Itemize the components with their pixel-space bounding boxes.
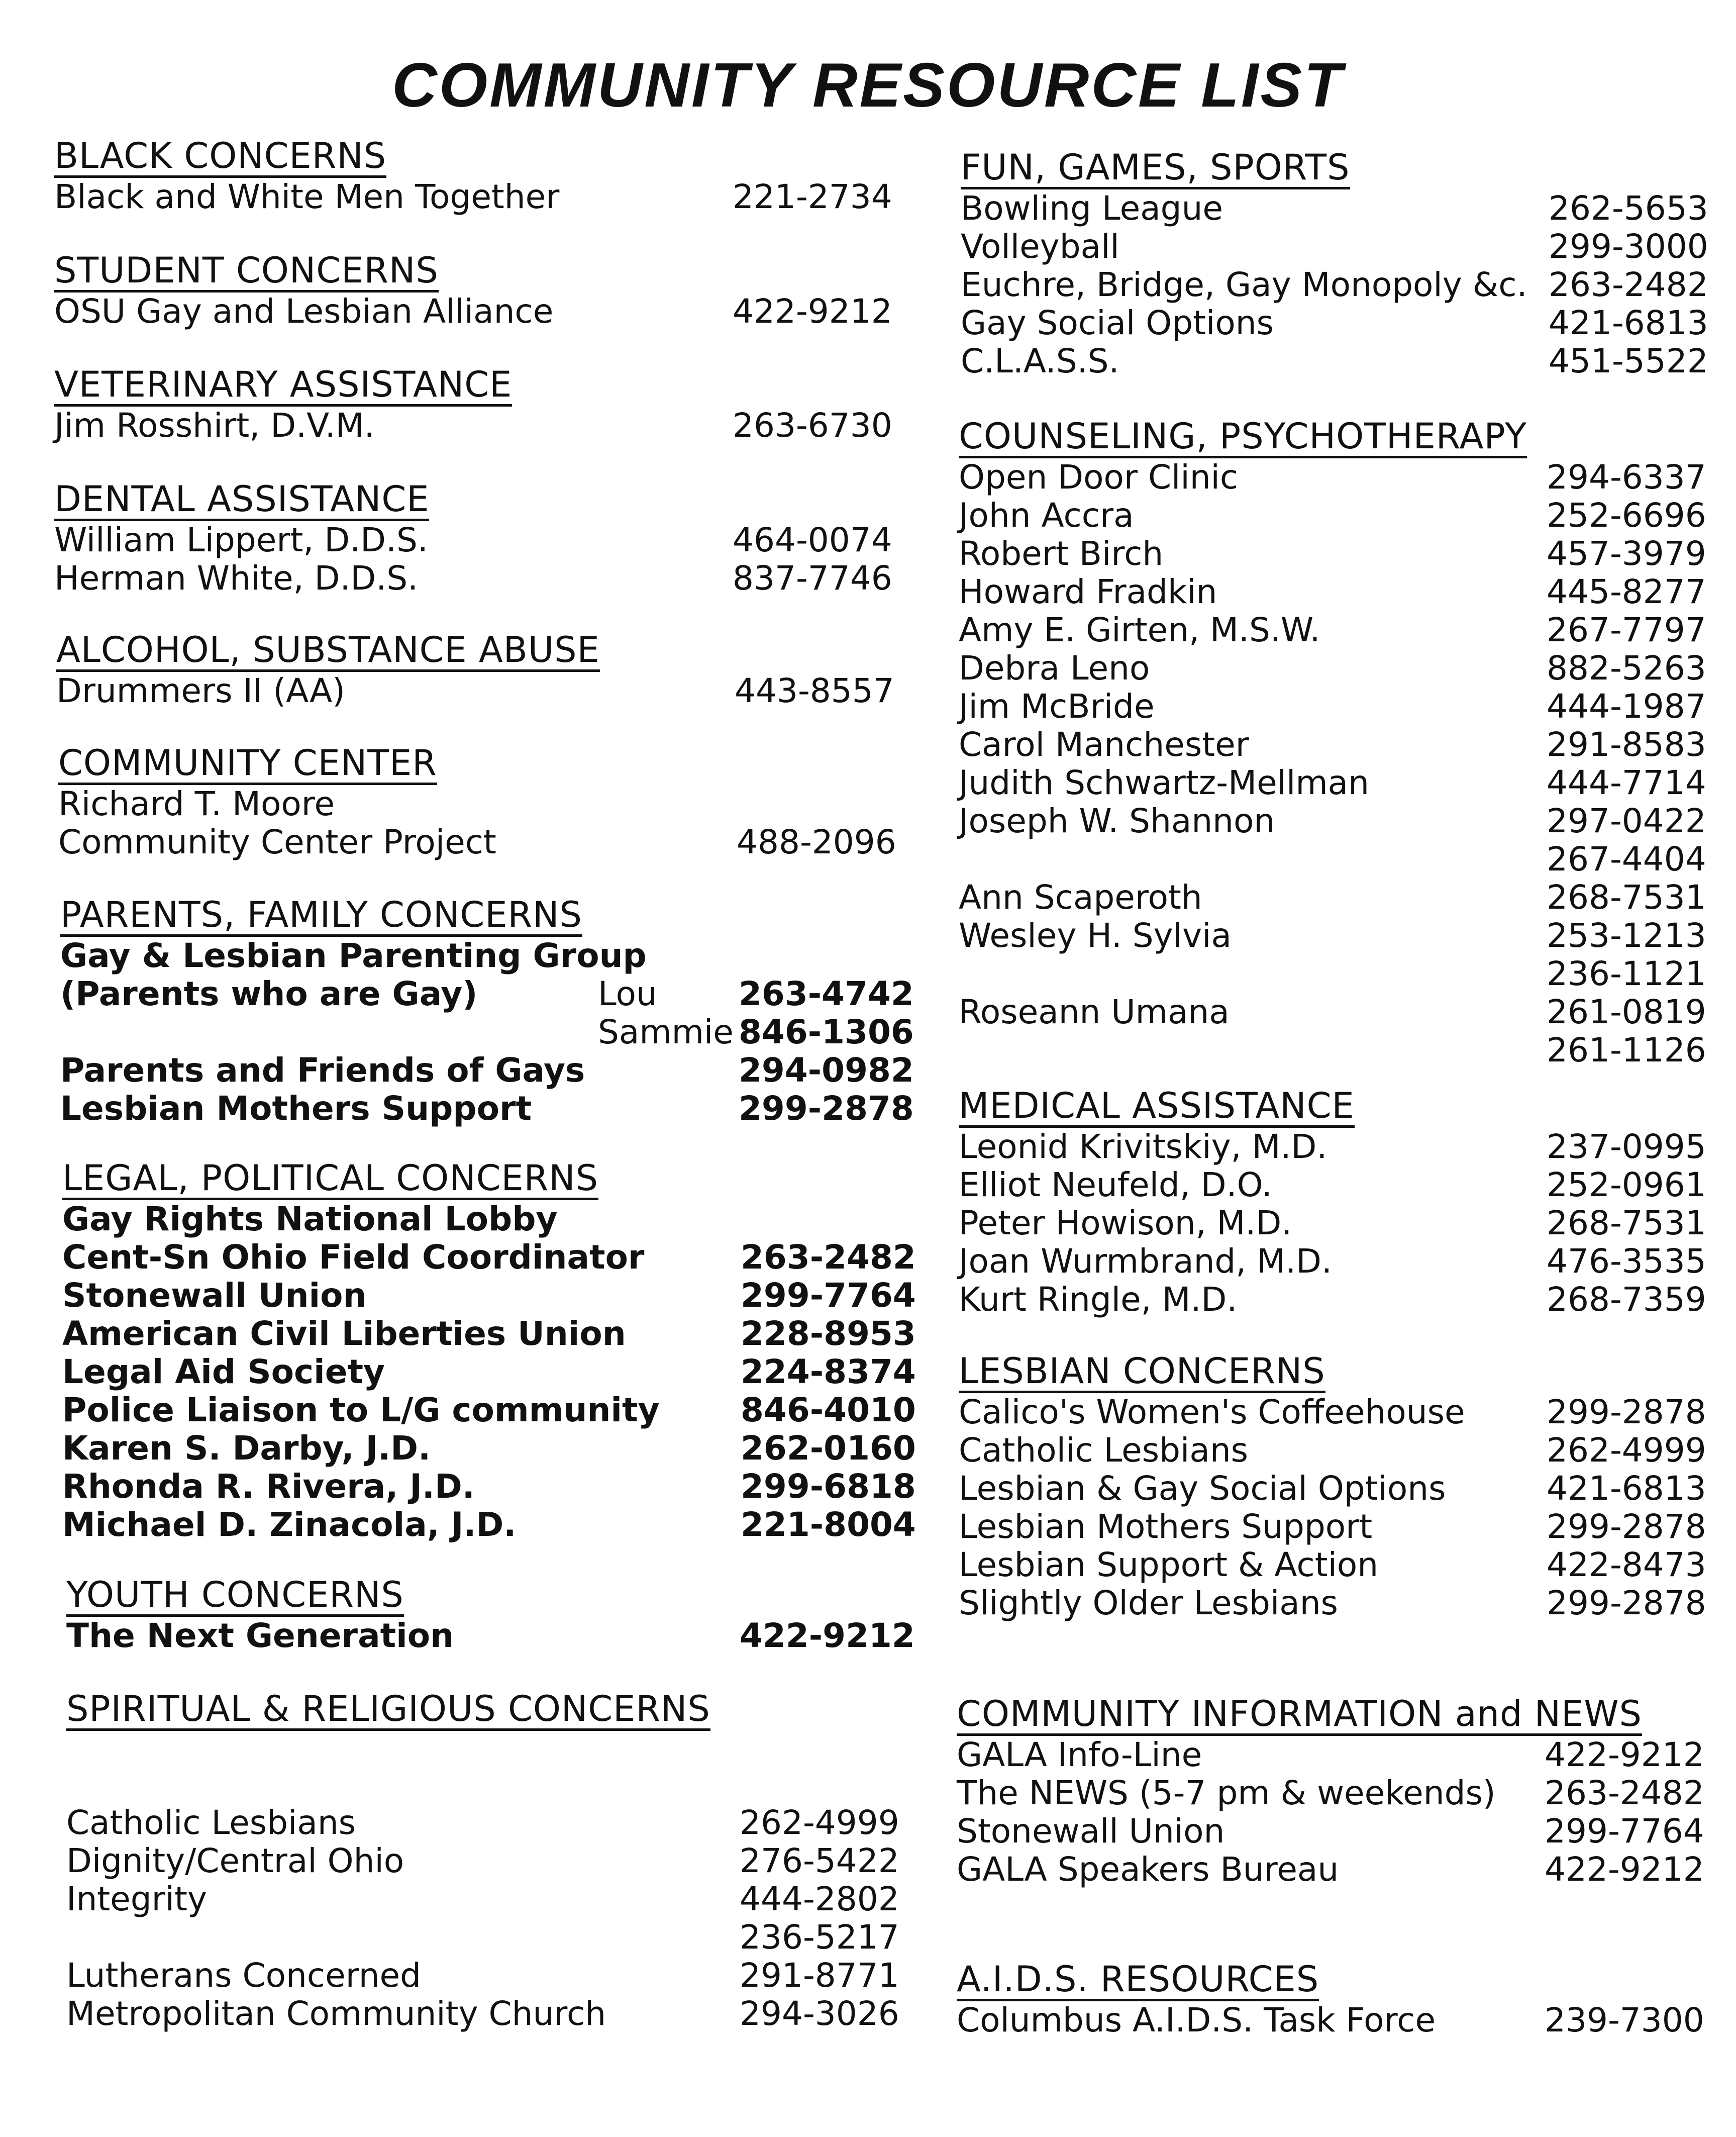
list-item <box>62 1238 916 1277</box>
entry-name: Drummers II (AA) <box>56 671 346 710</box>
section-community-information-news <box>957 1695 1725 1889</box>
section-heading: A.I.D.S. RESOURCES <box>957 1960 1319 2001</box>
list-item <box>62 1506 916 1544</box>
entry-phone: 464-0074 <box>733 521 892 559</box>
entry-phone: 262-0160 <box>741 1429 916 1468</box>
entry-name: Ann Scaperoth <box>959 878 1202 917</box>
entry-phone: 237-0995 <box>1547 1127 1706 1166</box>
entry-name: American Civil Liberties Union <box>62 1314 626 1353</box>
entry-name: Debra Leno <box>959 649 1150 688</box>
entry-name: Dignity/Central Ohio <box>66 1841 404 1880</box>
entry-phone: 422-9212 <box>1545 1850 1704 1889</box>
entry-phone: 451-5522 <box>1549 342 1708 380</box>
entry-name: C.L.A.S.S. <box>961 342 1119 380</box>
entry-contact: Lou <box>598 975 657 1013</box>
section-youth-concerns <box>66 1576 921 1655</box>
entry-phone: 299-2878 <box>1547 1584 1706 1622</box>
section-heading <box>957 1695 1642 1736</box>
entry-name: Wesley H. Sylvia <box>959 916 1232 955</box>
entry-phone: 268-7359 <box>1547 1280 1706 1319</box>
entry-phone: 262-5653 <box>1549 189 1708 228</box>
list-item <box>959 1204 1727 1242</box>
entry-phone: 444-7714 <box>1547 763 1706 802</box>
section-heading: PARENTS, FAMILY CONCERNS <box>60 896 582 937</box>
entry-phone: 236-5217 <box>740 1918 899 1957</box>
list-item <box>959 573 1727 611</box>
list-item <box>961 342 1729 380</box>
entry-name: Calico's Women's Coffeehouse <box>959 1393 1465 1431</box>
section-heading: LEGAL, POLITICAL CONCERNS <box>62 1159 598 1200</box>
list-item <box>62 1468 916 1506</box>
entry-phone: 228-8953 <box>741 1314 916 1353</box>
section-medical-assistance <box>959 1087 1727 1319</box>
entry-phone: 299-2878 <box>739 1089 914 1128</box>
list-item <box>957 1736 1725 1774</box>
entry-name: GALA Info-Line <box>957 1735 1202 1774</box>
section-heading: ALCOHOL, SUBSTANCE ABUSE <box>56 631 600 672</box>
entry-phone: 299-6818 <box>741 1467 916 1506</box>
section-parents-family-concerns <box>60 896 914 1128</box>
entry-name: Joseph W. Shannon <box>959 802 1275 840</box>
entry-phone: 444-1987 <box>1547 687 1706 726</box>
entry-name: Michael D. Zinacola, J.D. <box>62 1505 517 1544</box>
list-item <box>959 649 1727 688</box>
entry-phone: 444-2802 <box>740 1880 899 1918</box>
entry-name: Rhonda R. Rivera, J.D. <box>62 1467 475 1506</box>
list-item <box>54 293 908 331</box>
section-black-concerns <box>54 137 908 216</box>
list-item <box>54 559 908 598</box>
entry-name: Community Center Project <box>58 823 496 861</box>
entry-phone: 261-0819 <box>1547 993 1706 1031</box>
entry-phone: 443-8557 <box>735 671 894 710</box>
entry-name: Stonewall Union <box>62 1276 367 1315</box>
entry-phone: 846-4010 <box>741 1391 916 1429</box>
section-heading: DENTAL ASSISTANCE <box>54 480 429 521</box>
entry-name: William Lippert, D.D.S. <box>54 521 428 559</box>
list-item <box>959 802 1727 840</box>
list-item <box>60 975 914 1013</box>
entry-name: Stonewall Union <box>957 1812 1225 1851</box>
section-fun-games-sports <box>961 148 1729 380</box>
entry-name: Catholic Lesbians <box>959 1431 1249 1470</box>
list-item <box>959 1431 1727 1470</box>
entry-phone: 262-4999 <box>1547 1431 1706 1470</box>
entry-name: Bowling League <box>961 189 1223 228</box>
entry-phone: 263-6730 <box>733 406 892 445</box>
list-item <box>961 189 1729 228</box>
entry-phone: 299-2878 <box>1547 1393 1706 1431</box>
entry-phone: 837-7746 <box>733 559 892 598</box>
list-item <box>66 1995 921 2033</box>
section-legal-political-concerns <box>62 1159 916 1544</box>
entry-phone: 236-1121 <box>1547 954 1706 993</box>
list-item <box>959 497 1727 535</box>
list-item <box>959 535 1727 573</box>
entry-phone: 267-4404 <box>1547 840 1706 879</box>
list-item <box>959 764 1727 802</box>
section-heading: FUN, GAMES, SPORTS <box>961 148 1350 189</box>
list-item <box>961 304 1729 342</box>
entry-name: Gay Rights National Lobby <box>62 1200 558 1238</box>
section-aids-resources <box>957 1960 1725 2039</box>
entry-phone: 422-9212 <box>740 1616 915 1655</box>
entry-phone: 267-7797 <box>1547 611 1706 649</box>
list-item <box>66 1957 921 1995</box>
entry-phone: 221-2734 <box>733 177 892 216</box>
list-item <box>62 1353 916 1391</box>
entry-phone: 846-1306 <box>739 1013 914 1051</box>
entry-phone: 294-3026 <box>740 1994 899 2033</box>
list-item <box>60 1090 914 1128</box>
entry-phone: 421-6813 <box>1547 1469 1706 1508</box>
list-item <box>62 1315 916 1353</box>
entry-phone: 291-8583 <box>1547 725 1706 764</box>
entry-phone: 268-7531 <box>1547 878 1706 917</box>
entry-phone: 261-1126 <box>1547 1031 1706 1070</box>
entry-phone: 263-2482 <box>741 1238 916 1277</box>
list-item <box>60 937 914 975</box>
entry-name: Open Door Clinic <box>959 458 1239 497</box>
list-item <box>957 1812 1725 1851</box>
entry-phone: 445-8277 <box>1547 572 1706 611</box>
list-item <box>959 840 1727 879</box>
heading-part-news: NEWS <box>1534 1693 1642 1734</box>
list-item <box>959 688 1727 726</box>
list-item <box>959 879 1727 917</box>
section-spiritual-religious-concerns <box>66 1690 921 2033</box>
list-item <box>62 1429 916 1468</box>
list-item <box>959 1508 1727 1546</box>
section-student-concerns <box>54 251 908 331</box>
entry-phone: 268-7531 <box>1547 1204 1706 1242</box>
list-item <box>66 1804 921 1842</box>
entry-phone: 291-8771 <box>740 1956 899 1995</box>
section-heading: BLACK CONCERNS <box>54 137 386 178</box>
list-item <box>957 1774 1725 1812</box>
entry-name: John Accra <box>959 496 1134 535</box>
section-counseling-psychotherapy <box>959 417 1727 1070</box>
section-heading: MEDICAL ASSISTANCE <box>959 1087 1355 1128</box>
entry-name: Police Liaison to L/G community <box>62 1391 660 1429</box>
entry-name: Lesbian Mothers Support <box>60 1089 532 1128</box>
entry-phone: 457-3979 <box>1547 534 1706 573</box>
list-item <box>959 955 1727 993</box>
entry-name: Herman White, D.D.S. <box>54 559 419 598</box>
heading-part-community-information: COMMUNITY INFORMATION <box>957 1693 1444 1734</box>
entry-name: Volleyball <box>961 227 1119 266</box>
entry-name: Peter Howison, M.D. <box>959 1204 1292 1242</box>
list-item <box>66 1880 921 1918</box>
section-veterinary-assistance <box>54 365 908 445</box>
entry-name: Amy E. Girten, M.S.W. <box>959 611 1320 649</box>
entry-name: Catholic Lesbians <box>66 1803 356 1842</box>
list-item <box>54 178 908 216</box>
list-item <box>58 823 912 861</box>
entry-phone: 294-0982 <box>739 1051 914 1090</box>
list-item <box>62 1391 916 1429</box>
section-heading: LESBIAN CONCERNS <box>959 1352 1325 1393</box>
entry-name: Karen S. Darby, J.D. <box>62 1429 431 1468</box>
entry-name: GALA Speakers Bureau <box>957 1850 1339 1889</box>
list-item <box>961 266 1729 304</box>
entry-phone: 263-2482 <box>1549 265 1708 304</box>
entry-phone: 276-5422 <box>740 1841 899 1880</box>
entry-phone: 421-6813 <box>1549 304 1708 342</box>
entry-name: Legal Aid Society <box>62 1352 385 1391</box>
list-item <box>959 993 1727 1031</box>
list-item <box>56 672 910 710</box>
section-heading: SPIRITUAL & RELIGIOUS CONCERNS <box>66 1690 710 1731</box>
list-item <box>60 1051 914 1090</box>
entry-phone: 422-9212 <box>733 292 892 331</box>
entry-name: Columbus A.I.D.S. Task Force <box>957 2001 1436 2039</box>
entry-phone: 294-6337 <box>1547 458 1706 497</box>
entry-name: Metropolitan Community Church <box>66 1994 606 2033</box>
entry-name: Cent-Sn Ohio Field Coordinator <box>62 1238 645 1277</box>
list-item <box>959 1584 1727 1622</box>
entry-name: Jim Rosshirt, D.V.M. <box>54 406 375 445</box>
list-item <box>959 1242 1727 1281</box>
section-lesbian-concerns <box>959 1352 1727 1622</box>
entry-name: Leonid Krivitskiy, M.D. <box>959 1127 1327 1166</box>
list-item <box>959 1393 1727 1431</box>
list-item <box>959 917 1727 955</box>
entry-name: Lesbian & Gay Social Options <box>959 1469 1446 1508</box>
entry-name: Euchre, Bridge, Gay Monopoly &c. <box>961 265 1527 304</box>
list-item <box>54 407 908 445</box>
list-item <box>959 726 1727 764</box>
section-heading: COMMUNITY CENTER <box>58 744 437 785</box>
entry-phone: 299-3000 <box>1549 227 1708 266</box>
list-item <box>957 2001 1725 2039</box>
section-alcohol-substance-abuse <box>56 631 910 710</box>
entry-phone: 488-2096 <box>737 823 896 861</box>
entry-phone: 221-8004 <box>741 1505 916 1544</box>
entry-name: The NEWS (5-7 pm & weekends) <box>957 1774 1496 1812</box>
entry-phone: 299-2878 <box>1547 1507 1706 1546</box>
list-item <box>60 1013 914 1051</box>
list-item <box>959 1031 1727 1070</box>
entry-phone: 882-5263 <box>1547 649 1706 688</box>
entry-name: Richard T. Moore <box>58 785 335 823</box>
list-item <box>66 1617 921 1655</box>
list-item <box>959 1128 1727 1166</box>
entry-name: Kurt Ringle, M.D. <box>959 1280 1238 1319</box>
list-item <box>959 1546 1727 1584</box>
list-item <box>959 611 1727 649</box>
heading-part-and: and <box>1455 1693 1523 1734</box>
entry-name: Robert Birch <box>959 534 1164 573</box>
section-dental-assistance <box>54 480 908 598</box>
entry-name: Lesbian Mothers Support <box>959 1507 1373 1546</box>
list-item <box>959 1281 1727 1319</box>
list-item <box>959 1166 1727 1204</box>
list-item <box>62 1277 916 1315</box>
entry-name: Slightly Older Lesbians <box>959 1584 1338 1622</box>
page-title: COMMUNITY RESOURCE LIST <box>392 51 1344 120</box>
entry-phone: 299-7764 <box>1545 1812 1704 1851</box>
entry-name: Joan Wurmbrand, M.D. <box>959 1242 1332 1281</box>
list-item <box>961 228 1729 266</box>
entry-phone: 299-7764 <box>741 1276 916 1315</box>
entry-name: The Next Generation <box>66 1616 454 1655</box>
entry-name: Howard Fradkin <box>959 572 1217 611</box>
list-item <box>54 521 908 559</box>
entry-phone: 252-6696 <box>1547 496 1706 535</box>
entry-name: Lesbian Support & Action <box>959 1545 1379 1584</box>
section-community-center <box>58 744 912 861</box>
entry-phone: 297-0422 <box>1547 802 1706 840</box>
entry-name: Roseann Umana <box>959 993 1230 1031</box>
section-heading: STUDENT CONCERNS <box>54 251 439 293</box>
entry-name: Lutherans Concerned <box>66 1956 422 1995</box>
entry-name: Parents and Friends of Gays <box>60 1051 585 1090</box>
list-item <box>62 1200 916 1238</box>
list-item <box>66 1842 921 1880</box>
entry-phone: 239-7300 <box>1545 2001 1704 2039</box>
entry-name: (Parents who are Gay) <box>60 975 478 1013</box>
entry-phone: 224-8374 <box>741 1352 916 1391</box>
entry-contact: Sammie <box>598 1013 734 1051</box>
entry-phone: 263-2482 <box>1545 1774 1704 1812</box>
entry-phone: 422-8473 <box>1547 1545 1706 1584</box>
list-item <box>58 785 912 823</box>
entry-name: Elliot Neufeld, D.O. <box>959 1165 1272 1204</box>
entry-name: OSU Gay and Lesbian Alliance <box>54 292 554 331</box>
list-item <box>959 1470 1727 1508</box>
entry-phone: 262-4999 <box>740 1803 899 1842</box>
entry-name: Carol Manchester <box>959 725 1249 764</box>
entry-name: Black and White Men Together <box>54 177 560 216</box>
entry-phone: 253-1213 <box>1547 916 1706 955</box>
entry-name: Gay Social Options <box>961 304 1274 342</box>
entry-name: Integrity <box>66 1880 208 1918</box>
section-heading: VETERINARY ASSISTANCE <box>54 365 512 407</box>
section-heading: YOUTH CONCERNS <box>66 1576 404 1617</box>
list-item <box>957 1851 1725 1889</box>
list-item <box>959 458 1727 497</box>
entry-phone: 422-9212 <box>1545 1735 1704 1774</box>
entry-name: Jim McBride <box>959 687 1155 726</box>
section-heading: COUNSELING, PSYCHOTHERAPY <box>959 417 1527 458</box>
entry-name: Judith Schwartz-Mellman <box>959 763 1369 802</box>
entry-name: Gay & Lesbian Parenting Group <box>60 936 647 975</box>
list-item <box>66 1918 921 1957</box>
entry-phone: 252-0961 <box>1547 1165 1706 1204</box>
entry-phone: 476-3535 <box>1547 1242 1706 1281</box>
entry-phone: 263-4742 <box>739 975 914 1013</box>
